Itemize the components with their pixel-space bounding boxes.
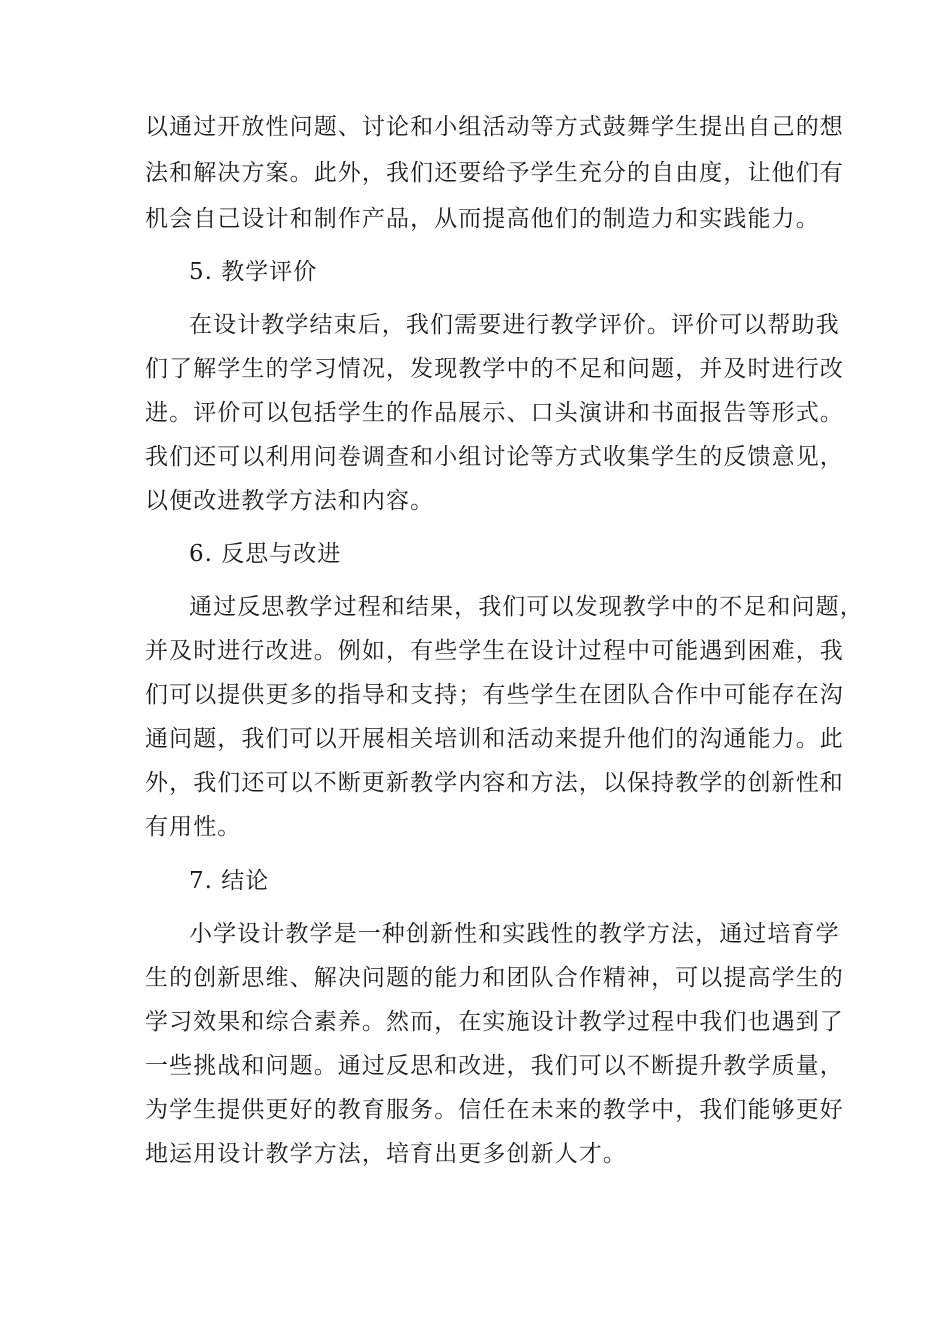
paragraph-line: 通问题，我们可以开展相关培训和活动来提升他们的沟通能力。此 (145, 726, 844, 752)
paragraph-line: 生的创新思维、解决问题的能力和团队合作精神，可以提高学生的 (145, 965, 844, 991)
paragraph-line: 机会自己设计和制作产品，从而提高他们的制造力和实践能力。 (145, 206, 820, 232)
section-heading-7: 7. 结论 (189, 868, 270, 894)
paragraph-line: 外，我们还可以不断更新教学内容和方法，以保持教学的创新性和 (145, 770, 844, 796)
section-heading-5: 5. 教学评价 (189, 259, 318, 285)
paragraph-line: 有用性。 (145, 814, 242, 840)
section-heading-6: 6. 反思与改进 (189, 541, 342, 567)
paragraph-line: 地运用设计教学方法，培育出更多创新人才。 (145, 1141, 627, 1167)
paragraph-line: 小学设计教学是一种创新性和实践性的教学方法，通过培育学 (189, 921, 840, 947)
paragraph-line: 我们还可以利用问卷调查和小组讨论等方式收集学生的反馈意见， (145, 444, 844, 470)
paragraph-line: 在设计教学结束后，我们需要进行教学评价。评价可以帮助我 (189, 312, 840, 338)
paragraph-line: 一些挑战和问题。通过反思和改进，我们可以不断提升教学质量， (145, 1053, 844, 1079)
paragraph-line: 以通过开放性问题、讨论和小组活动等方式鼓舞学生提出自己的想 (145, 114, 844, 140)
paragraph-line: 们了解学生的学习情况，发现教学中的不足和问题，并及时进行改 (145, 356, 844, 382)
paragraph-line: 通过反思教学过程和结果，我们可以发现教学中的不足和问题， (189, 594, 864, 620)
paragraph-line: 以便改进教学方法和内容。 (145, 488, 435, 514)
paragraph-line: 法和解决方案。此外，我们还要给予学生充分的自由度，让他们有 (145, 160, 844, 186)
paragraph-line: 进。评价可以包括学生的作品展示、口头演讲和书面报告等形式。 (145, 400, 844, 426)
paragraph-line: 学习效果和综合素养。然而，在实施设计教学过程中我们也遇到了 (145, 1009, 844, 1035)
paragraph-line: 们可以提供更多的指导和支持；有些学生在团队合作中可能存在沟 (145, 682, 844, 708)
paragraph-line: 为学生提供更好的教育服务。信任在未来的教学中，我们能够更好 (145, 1097, 844, 1123)
paragraph-line: 并及时进行改进。例如，有些学生在设计过程中可能遇到困难，我 (145, 638, 844, 664)
